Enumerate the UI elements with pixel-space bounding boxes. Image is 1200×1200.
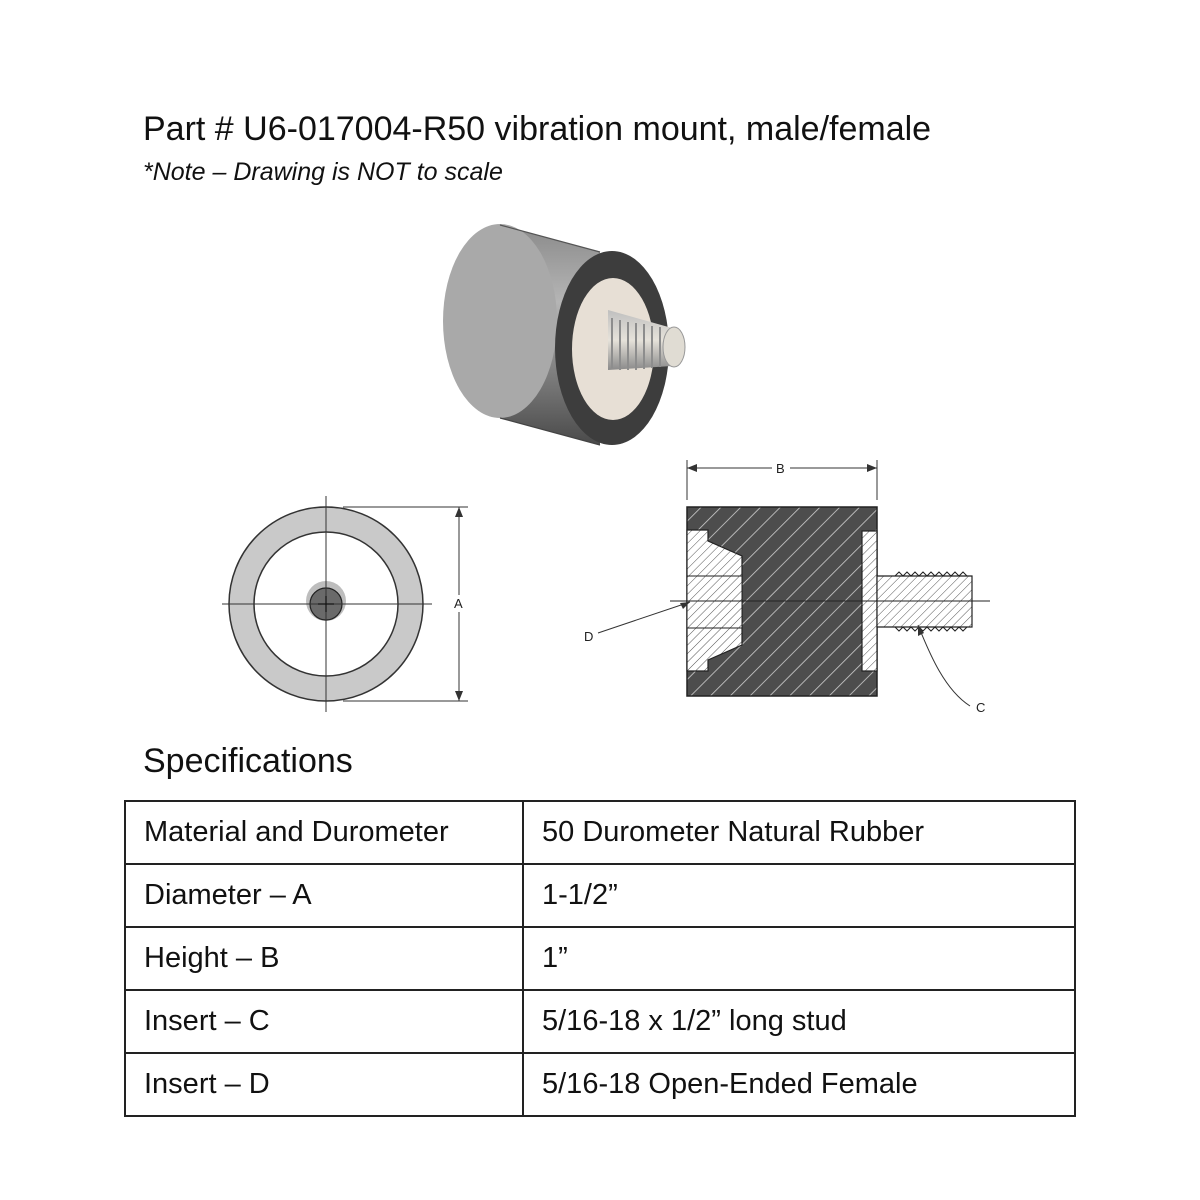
spec-value: 5/16-18 x 1/2” long stud xyxy=(523,990,1075,1053)
table-row xyxy=(125,1053,1075,1116)
dimension-label-a: A xyxy=(454,596,463,611)
spec-value: 5/16-18 Open-Ended Female xyxy=(523,1053,1075,1116)
spec-label: Material and Durometer xyxy=(125,801,523,864)
table-row xyxy=(125,927,1075,990)
dimension-label-b: B xyxy=(776,461,785,476)
spec-label: Diameter – A xyxy=(125,864,523,927)
specifications-heading: Specifications xyxy=(143,742,353,780)
spec-value: 1-1/2” xyxy=(523,864,1075,927)
table-row xyxy=(125,990,1075,1053)
spec-label: Insert – C xyxy=(125,990,523,1053)
spec-label: Insert – D xyxy=(125,1053,523,1116)
table-row xyxy=(125,864,1075,927)
specifications-table xyxy=(124,800,1076,1117)
table-row xyxy=(125,801,1075,864)
spec-value: 1” xyxy=(523,927,1075,990)
spec-label: Height – B xyxy=(125,927,523,990)
section-view xyxy=(584,460,990,715)
callout-label-d: D xyxy=(584,629,594,644)
isometric-mount-view xyxy=(443,224,685,445)
callout-label-c: C xyxy=(976,700,986,715)
scale-note: *Note – Drawing is NOT to scale xyxy=(143,158,503,186)
part-title: Part # U6-017004-R50 vibration mount, male/female xyxy=(143,110,932,148)
front-view xyxy=(222,496,468,712)
spec-value: 50 Durometer Natural Rubber xyxy=(523,801,1075,864)
